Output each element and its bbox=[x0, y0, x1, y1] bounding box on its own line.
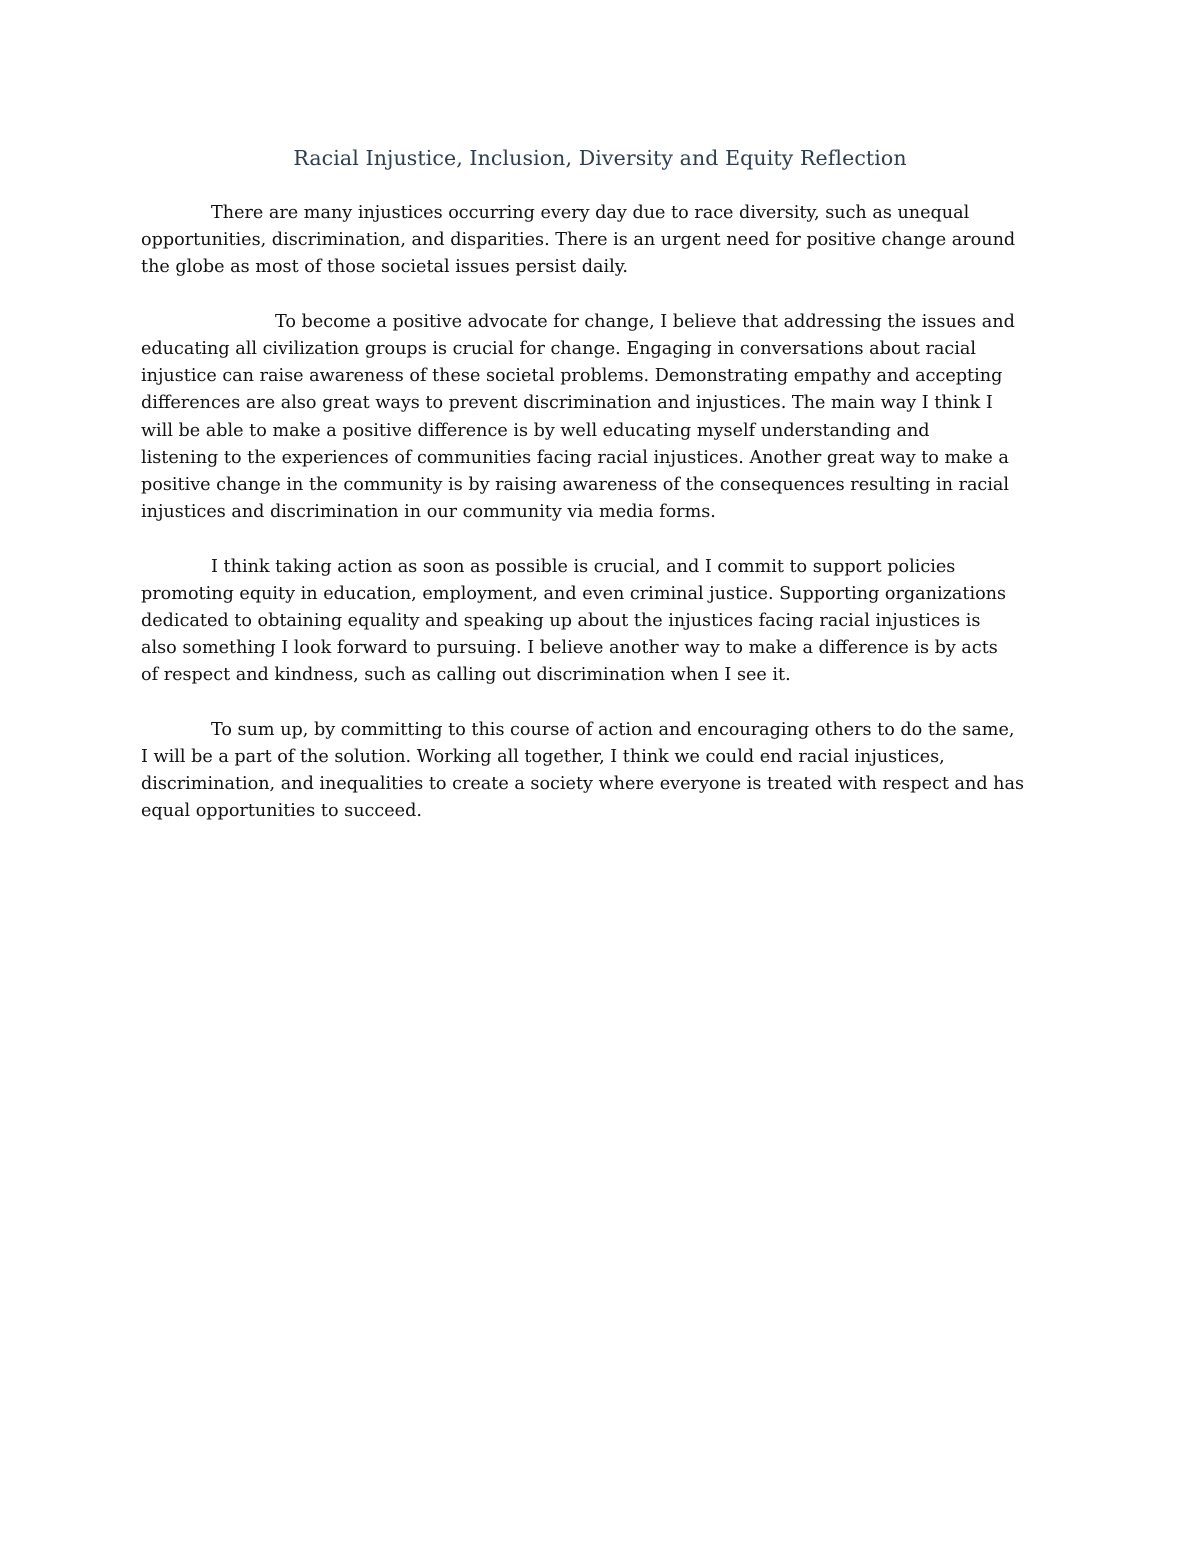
paragraph-advocacy bbox=[141, 309, 1061, 527]
paragraph-conclusion-text: To sum up, by committing to this course of action and encouraging others to do the same, I will be a part of the solution. Working all together, I think we could end racial injustices, discrimination, and inequalities to create a society where everyone is treated with respect and has equal opportunities to succeed. bbox=[141, 719, 1025, 822]
paragraph-intro-text: There are many injustices occurring every day due to race diversity, such as unequal opportunities, discrimination, and disparities. There is an urgent need for positive change around the globe as most of those societal issues persist daily. bbox=[141, 203, 1016, 278]
paragraph-commitment bbox=[141, 554, 1061, 690]
paragraph-commitment-text: I think taking action as soon as possible is crucial, and I commit to support policies promoting equity in education, employment, and even criminal justice. Supporting organizations dedicated to obtaining equality and speaking up about the injustices facing racial injustices is also something I look forward to pursuing. I believe another way to make a difference is by acts of respect and kindness, such as calling out discrimination when I see it. bbox=[141, 556, 1007, 686]
document-body bbox=[141, 200, 1061, 853]
paragraph-conclusion bbox=[141, 717, 1061, 826]
paragraph-intro bbox=[141, 200, 1061, 282]
paragraph-advocacy-text: To become a positive advocate for change, I believe that addressing the issues and educating all civilization groups is crucial for change. Engaging in conversations about racial injustice can raise awareness of these societal problems. Demonstrating empathy and accepting differences are also great ways to prevent discrimination and injustices. The main way I think I will be able to make a positive difference is by well educating myself understanding and listening to the experiences of communities facing racial injustices. Another great way to make a positive change in the community is by raising awareness of the consequences resulting in racial injustices and discrimination in our community via media forms. bbox=[141, 311, 1015, 523]
document-title: Racial Injustice, Inclusion, Diversity and Equity Reflection bbox=[293, 146, 907, 170]
